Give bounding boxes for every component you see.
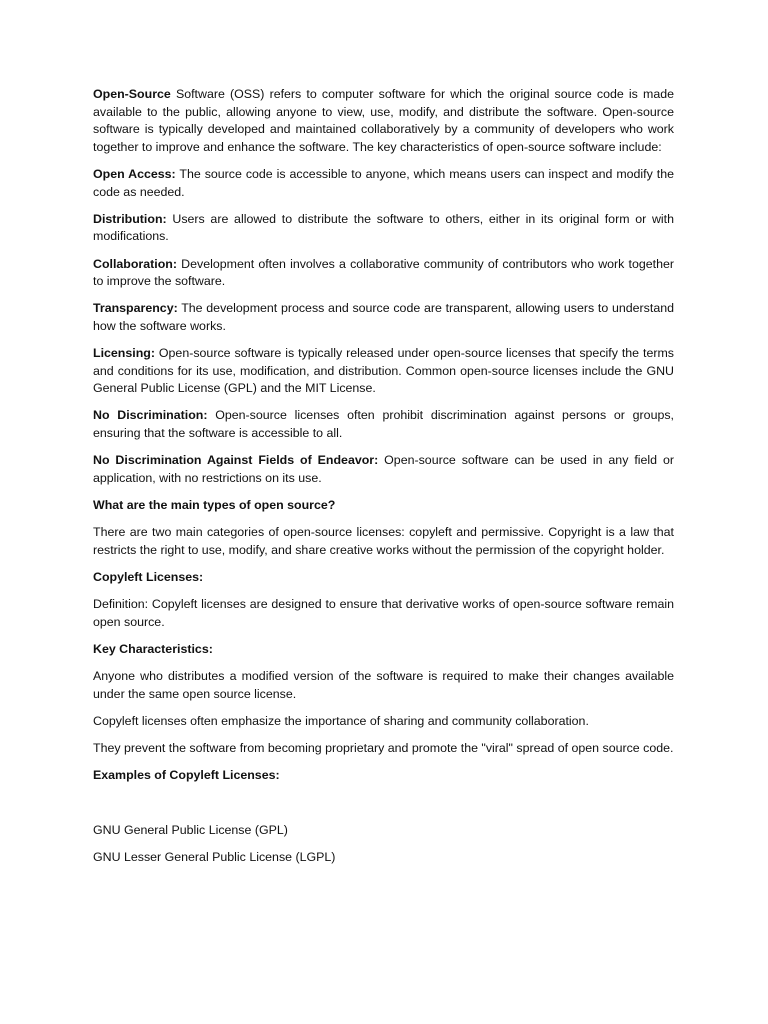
characteristic-licensing [93,345,674,398]
types-heading: What are the main types of open source? [93,498,336,513]
characteristic-text: Development often involves a collaborative community of contributors who work together to improve the software. [93,256,674,289]
example-item: GNU General Public License (GPL) [93,822,288,837]
characteristic-text: The source code is accessible to anyone, which means users can inspect and modify the code as needed. [93,166,674,199]
examples-heading: Examples of Copyleft Licenses: [93,768,280,783]
example-item: GNU Lesser General Public License (LGPL) [93,849,336,864]
blank-line [93,795,674,822]
characteristic-text: Users are allowed to distribute the software to others, either in its original form or with modifications. [93,211,674,244]
copyleft-heading: Copyleft Licenses: [93,570,204,584]
characteristic-term: Open Access: [93,166,176,181]
characteristic-text: The development process and source code are transparent, allowing users to understand how the software works. [93,301,674,333]
key-point: Anyone who distributes a modified version of the software is required to make their changes available under the same open source license. [93,669,674,701]
characteristic-term: No Discrimination Against Fields of Endeavor: [93,453,379,468]
characteristic-no-discrimination [93,407,674,442]
characteristic-text: Open-source software can be used in any field or application, with no restrictions on its use. [93,453,674,485]
characteristic-term: Licensing: [93,346,155,361]
document-body [93,86,674,876]
characteristic-open-access [93,166,674,201]
intro-paragraph [93,86,674,156]
types-paragraph: There are two main categories of open-source licenses: copyleft and permissive. Copyright is a law that restricts the right to use, modify, and share creative works without the permission of the copyright holder. [93,525,674,557]
characteristic-term: Distribution: [93,211,167,226]
key-point: They prevent the software from becoming proprietary and promote the "viral" spread of open source code. [93,741,674,756]
characteristic-term: Transparency: [93,301,178,316]
key-characteristics-heading: Key Characteristics: [93,641,213,656]
characteristic-collaboration [93,256,674,291]
characteristic-transparency [93,300,674,335]
copyleft-definition: Definition: Copyleft licenses are designed to ensure that derivative works of open-source software remain open source. [93,597,674,629]
characteristic-fields-of-endeavor [93,452,674,487]
characteristic-term: No Discrimination: [93,408,208,423]
intro-text: Software (OSS) refers to computer software for which the original source code is made available to the public, allowing anyone to view, use, modify, and distribute the software. Open-source software is typically developed and maintained collaboratively by a community of developers who work together to improve and enhance the software. The key characteristics of open-source software include: [93,87,674,154]
characteristic-term: Collaboration: [93,256,177,271]
characteristic-distribution [93,211,674,246]
characteristic-text: Open-source licenses often prohibit discrimination against persons or groups, ensuring that the software is accessible to all. [93,408,674,441]
intro-term: Open-Source [93,87,171,101]
key-point: Copyleft licenses often emphasize the importance of sharing and community collaboration. [93,713,589,728]
characteristic-text: Open-source software is typically released under open-source licenses that specify the terms and conditions for its use, modification, and distribution. Common open-source licenses include the GNU General Public License (GPL) and the MIT License. [93,346,674,396]
